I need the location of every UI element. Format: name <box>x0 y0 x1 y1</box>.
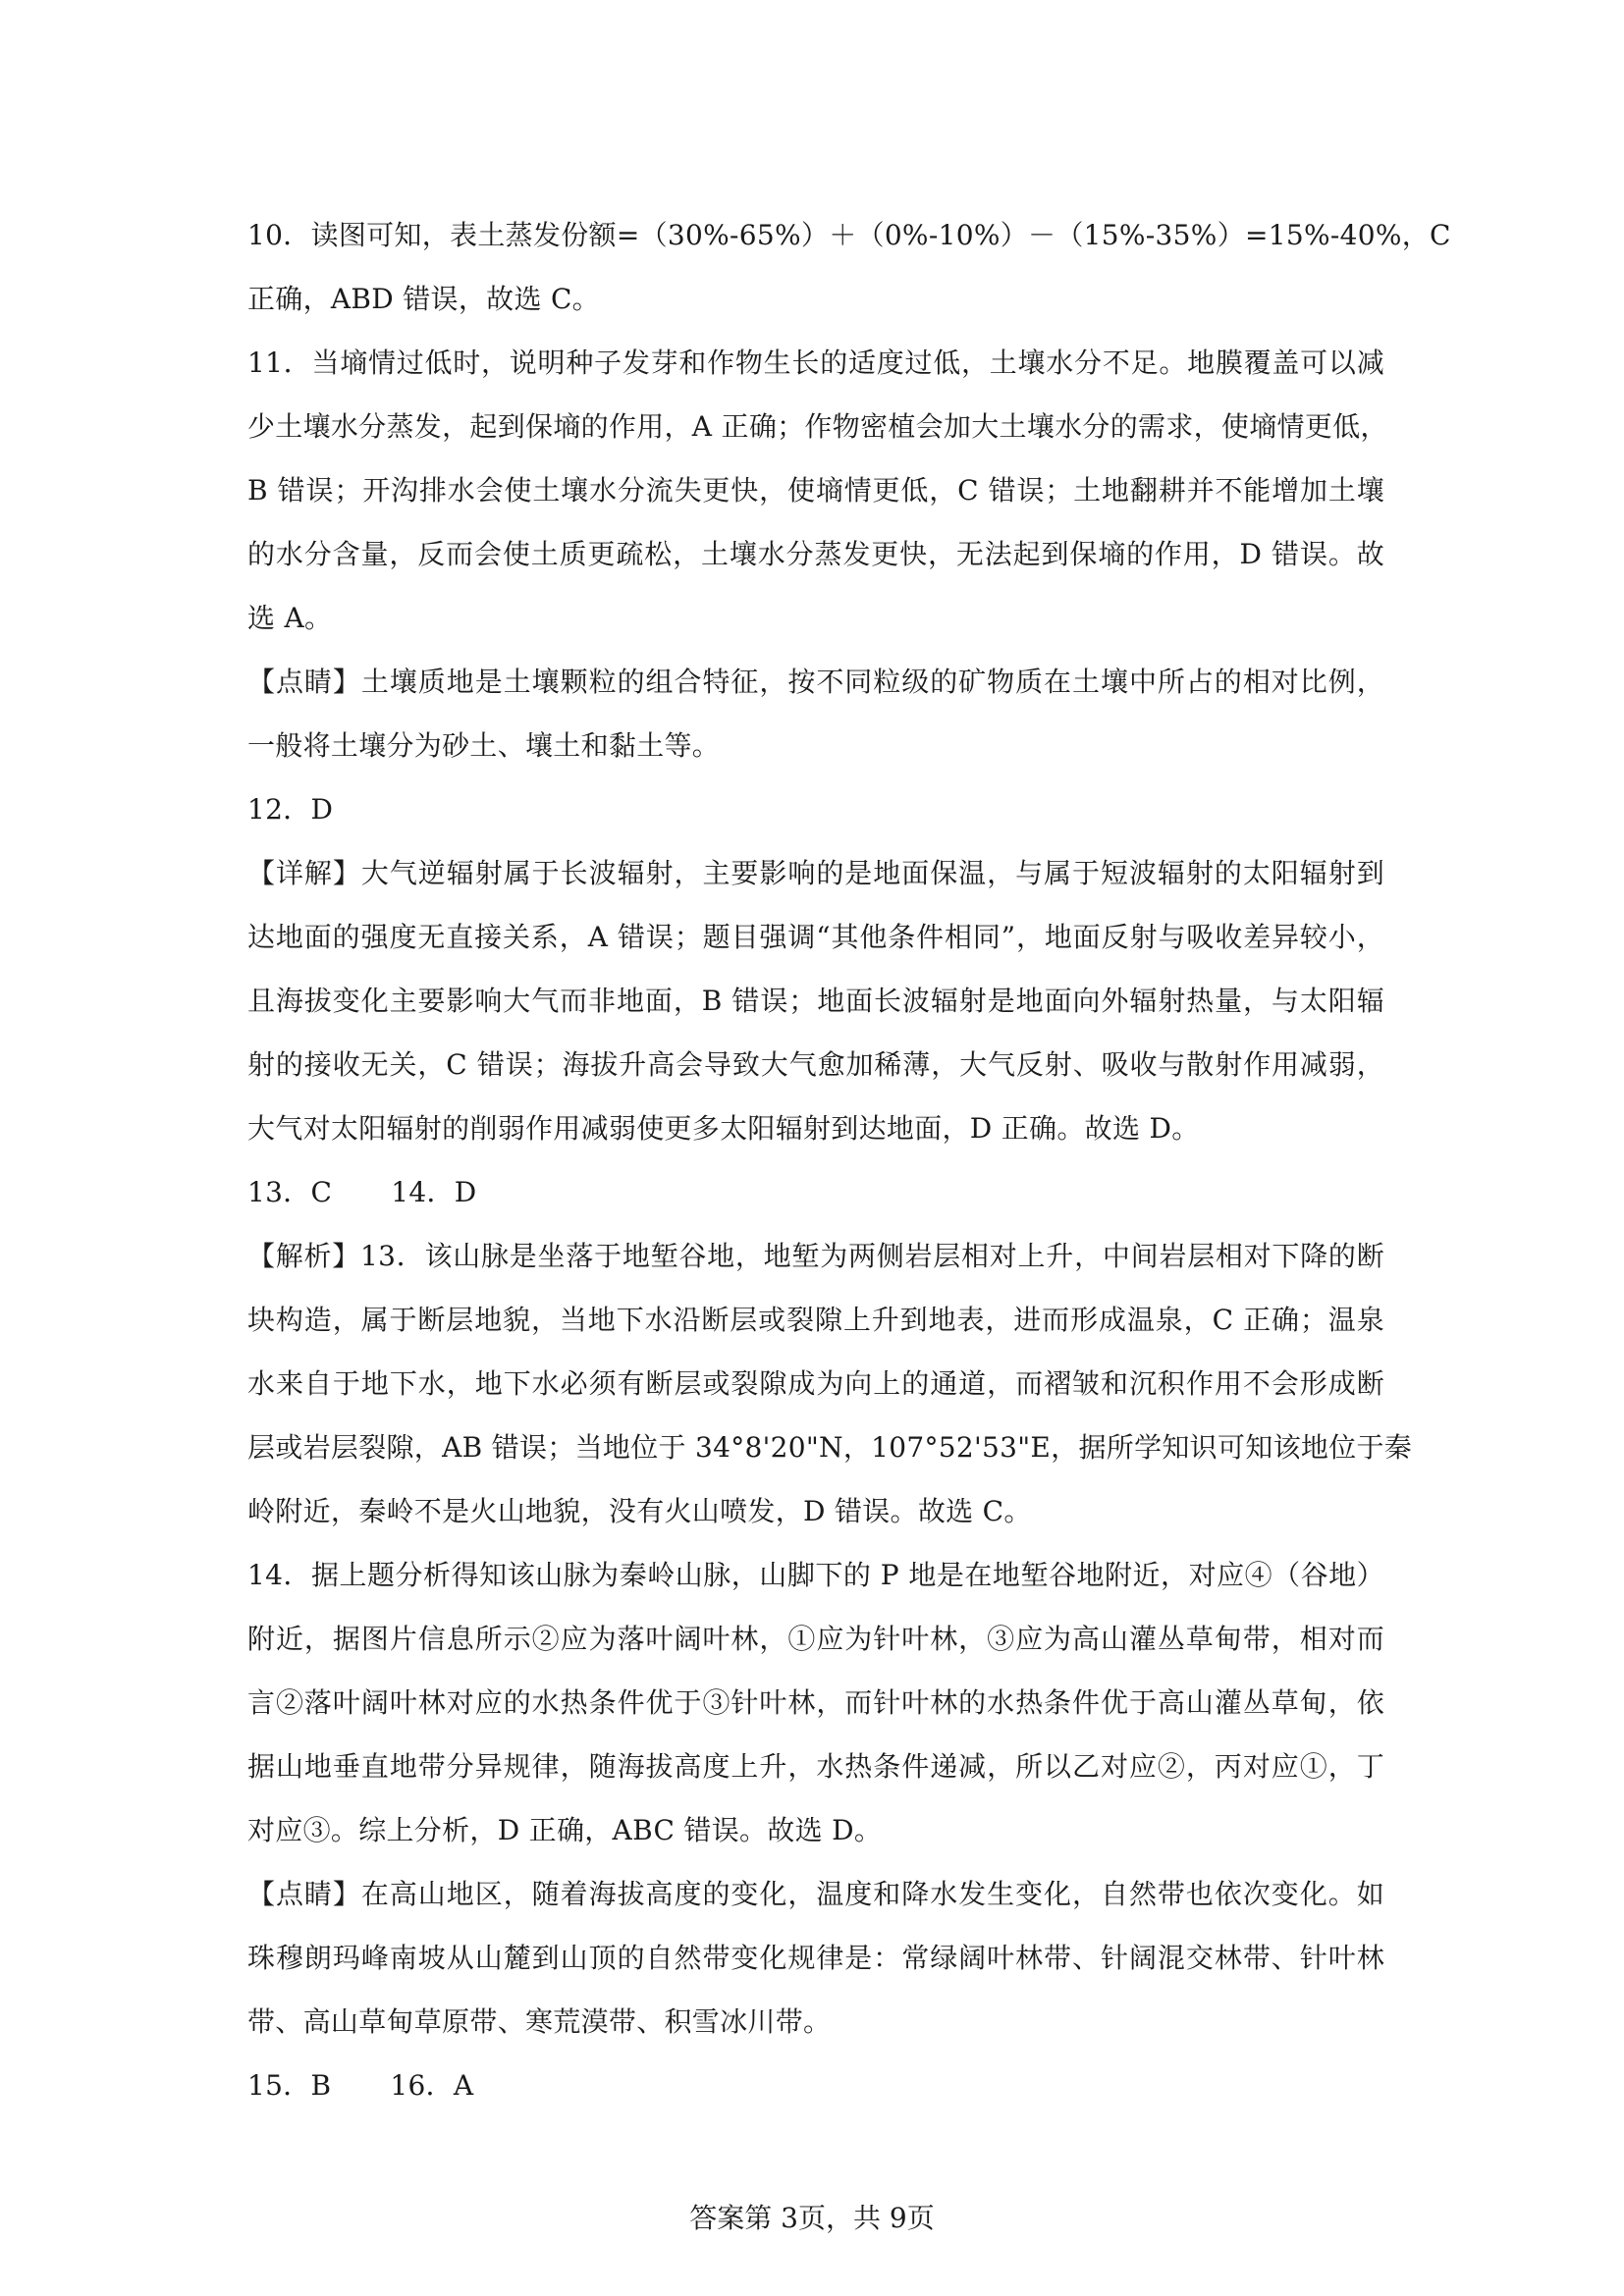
answer-15: 15．B <box>247 2069 332 2102</box>
text-line: 一般将土壤分为砂土、壤土和黏土等。 <box>247 729 721 762</box>
answer-13: 13．C <box>247 1176 333 1208</box>
answer-14: 14．D <box>391 1176 477 1208</box>
text-line: 10．读图可知，表土蒸发份额=（30%-65%）＋（0%-10%）－（15%-35%）=15%-40%，C <box>247 219 1451 251</box>
text-line: 【详解】大气逆辐射属于长波辐射，主要影响的是地面保温，与属于短波辐射的太阳辐射到 <box>247 857 1384 889</box>
text-line: 据山地垂直地带分异规律，随海拔高度上升，水热条件递减，所以乙对应②，丙对应①，丁 <box>247 1750 1384 1783</box>
text-line: 层或岩层裂隙，AB 错误；当地位于 34°8'20"N，107°52'53"E，据所学知识可知该地位于秦 <box>247 1431 1413 1464</box>
answer-line: 12．D <box>247 793 334 826</box>
text-line: 附近，据图片信息所示②应为落叶阔叶林，①应为针叶林，③应为高山灌丛草甸带，相对而 <box>247 1623 1384 1655</box>
text-line: 选 A。 <box>247 602 333 634</box>
text-line: 块构造，属于断层地貌，当地下水沿断层或裂隙上升到地表，进而形成温泉，C 正确；温泉 <box>247 1304 1384 1336</box>
text-line: B 错误；开沟排水会使土壤水分流失更快，使墒情更低，C 错误；土地翻耕并不能增加土壤 <box>247 474 1384 507</box>
text-line: 少土壤水分蒸发，起到保墒的作用，A 正确；作物密植会加大土壤水分的需求，使墒情更低， <box>247 410 1388 443</box>
text-line: 岭附近，秦岭不是火山地貌，没有火山喷发，D 错误。故选 C。 <box>247 1495 1032 1527</box>
page-footer: 答案第 3页，共 9页 <box>689 2202 935 2234</box>
text-line: 且海拔变化主要影响大气而非地面，B 错误；地面长波辐射是地面向外辐射热量，与太阳辐 <box>247 985 1384 1017</box>
text-line: 【解析】13．该山脉是坐落于地堑谷地，地堑为两侧岩层相对上升，中间岩层相对下降的断 <box>247 1240 1384 1272</box>
text-line: 的水分含量，反而会使土质更疏松，土壤水分蒸发更快，无法起到保墒的作用，D 错误。故 <box>247 538 1384 570</box>
answer-line <box>247 2054 1384 2117</box>
text-line: 大气对太阳辐射的削弱作用减弱使更多太阳辐射到达地面，D 正确。故选 D。 <box>247 1112 1200 1145</box>
text-line: 【点睛】土壤质地是土壤颗粒的组合特征，按不同粒级的矿物质在土壤中所占的相对比例， <box>247 666 1384 698</box>
answer-line <box>247 1160 1384 1224</box>
text-line: 11．当墒情过低时，说明种子发芽和作物生长的适度过低，土壤水分不足。地膜覆盖可以减 <box>247 347 1384 379</box>
text-line: 射的接收无关，C 错误；海拔升高会导致大气愈加稀薄，大气反射、吸收与散射作用减弱， <box>247 1048 1384 1081</box>
text-line: 达地面的强度无直接关系，A 错误；题目强调“其他条件相同”，地面反射与吸收差异较小， <box>247 921 1384 953</box>
text-line: 带、高山草甸草原带、寒荒漠带、积雪冰川带。 <box>247 2005 832 2038</box>
text-line: 言②落叶阔叶林对应的水热条件优于③针叶林，而针叶林的水热条件优于高山灌丛草甸，依 <box>247 1686 1384 1719</box>
text-line: 正确，ABD 错误，故选 C。 <box>247 283 600 315</box>
answer-16: 16．A <box>390 2069 474 2102</box>
text-line: 水来自于地下水，地下水必须有断层或裂隙成为向上的通道，而褶皱和沉积作用不会形成断 <box>247 1367 1384 1400</box>
answer-page-body <box>247 203 1451 2117</box>
text-line: 【点睛】在高山地区，随着海拔高度的变化，温度和降水发生变化，自然带也依次变化。如 <box>247 1878 1384 1910</box>
text-line: 对应③。综上分析，D 正确，ABC 错误。故选 D。 <box>247 1814 883 1846</box>
text-line: 14．据上题分析得知该山脉为秦岭山脉，山脚下的 P 地是在地堑谷地附近，对应④（谷地） <box>247 1559 1384 1591</box>
text-line: 珠穆朗玛峰南坡从山麓到山顶的自然带变化规律是：常绿阔叶林带、针阔混交林带、针叶林 <box>247 1942 1384 1974</box>
